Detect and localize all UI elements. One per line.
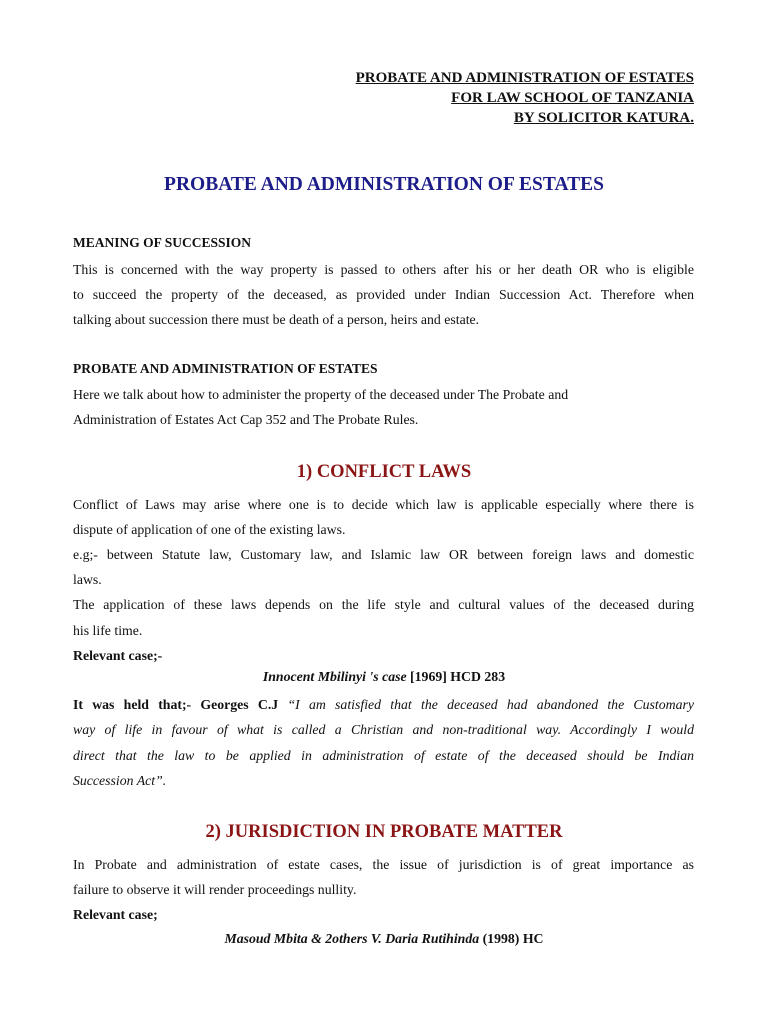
meaning-heading: MEANING OF SUCCESSION [73,235,252,250]
main-title: PROBATE AND ADMINISTRATION OF ESTATES [164,174,604,195]
held-quote-1: “I am satisfied that the deceased had abandoned the Customary [287,697,694,712]
jurisdiction-line-1: In Probate and administration of estate cases, the issue of jurisdiction is of great importance as [73,857,694,872]
meaning-line-2: to succeed the property of the deceased, as provided under Indian Succession Act. Therefore when [73,287,694,302]
meaning-line-3: talking about succession there must be death of a person, heirs and estate. [73,312,480,327]
probate-heading: PROBATE AND ADMINISTRATION OF ESTATES [73,361,378,376]
held-line-3: direct that the law to be applied in administration of estate of the deceased should be Indian [73,748,694,763]
jurisdiction-case-cite: (1998) HC [479,931,544,946]
jurisdiction-case-citation [0,931,768,947]
header-line-3: BY SOLICITOR KATURA. [513,110,694,126]
jurisdiction-relevant-label: Relevant case; [73,907,158,922]
header-line-1: PROBATE AND ADMINISTRATION OF ESTATES [355,70,694,86]
meaning-line-1: This is concerned with the way property is passed to others after his or her death OR who is eligible [73,262,694,277]
conflict-heading: 1) CONFLICT LAWS [296,462,472,482]
held-line-4: Succession Act”. [73,773,167,788]
conflict-line-3: e.g;- between Statute law, Customary law, and Islamic law OR between foreign laws and domestic [73,547,694,562]
held-line-2: way of life in favour of what is called a Christian and non-traditional way. Accordingly I would [73,722,694,737]
conflict-line-1: Conflict of Laws may arise where one is to decide which law is applicable especially where there is [73,497,694,512]
header-line-2: FOR LAW SCHOOL OF TANZANIA [451,90,694,106]
conflict-case-name: Innocent Mbilinyi 's case [262,669,407,684]
held-label: It was held that;- Georges C.J [73,697,288,712]
conflict-case-citation [0,669,768,685]
conflict-line-2: dispute of application of one of the existing laws. [73,522,346,537]
conflict-case-cite: [1969] HCD 283 [406,669,506,684]
jurisdiction-heading: 2) JURISDICTION IN PROBATE MATTER [205,822,563,842]
probate-line-2: Administration of Estates Act Cap 352 and The Probate Rules. [73,412,419,427]
probate-line-1: Here we talk about how to administer the property of the deceased under The Probate and [73,387,569,402]
held-line-1 [73,692,694,718]
conflict-line-4: laws. [73,572,102,587]
conflict-line-5: The application of these laws depends on the life style and cultural values of the deceased during [73,597,694,612]
jurisdiction-line-2: failure to observe it will render proceedings nullity. [73,882,357,897]
jurisdiction-case-name: Masoud Mbita & 2others V. Daria Rutihinda [224,931,480,946]
conflict-relevant-label: Relevant case;- [73,648,163,663]
conflict-line-6: his life time. [73,623,143,638]
